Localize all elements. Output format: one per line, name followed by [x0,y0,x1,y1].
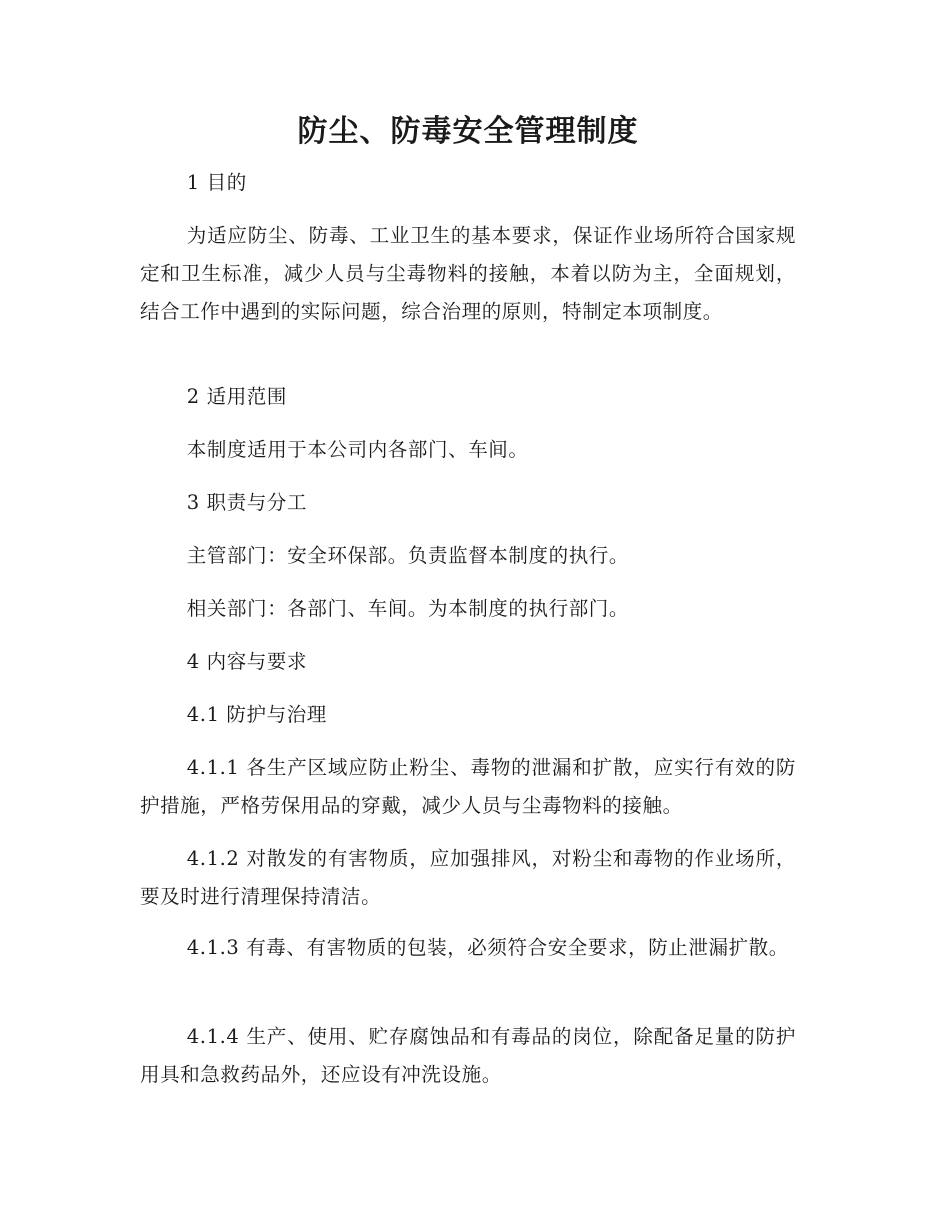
heading-purpose: 1 目的 [186,171,247,194]
heading-scope: 2 适用范围 [186,385,288,408]
paragraph-scope: 本制度适用于本公司内各部门、车间。 [186,438,529,461]
document-title: 防尘、防毒安全管理制度 [297,114,639,149]
heading-responsibilities: 3 职责与分工 [186,491,308,514]
clause-4-1-3: 4.1.3 有毒、有害物质的包装，必须符合安全要求，防止泄漏扩散。 [186,936,789,959]
document-page [140,0,796,1230]
paragraph-purpose: 为适应防尘、防毒、工业卫生的基本要求，保证作业场所符合国家规定和卫生标准，减少人员与尘毒物料的接触，本着以防为主，全面规划，结合工作中遇到的实际问题，综合治理的原则，特制定本项制度。 [140,224,796,323]
heading-content-requirements: 4 内容与要求 [186,650,308,673]
clause-4-1-1: 4.1.1 各生产区域应防止粉尘、毒物的泄漏和扩散，应实行有效的防护措施，严格劳保用品的穿戴，减少人员与尘毒物料的接触。 [140,756,796,817]
heading-protection-treatment: 4.1 防护与治理 [186,703,327,726]
paragraph-related-departments: 相关部门：各部门、车间。为本制度的执行部门。 [186,597,629,620]
clause-4-1-4: 4.1.4 生产、使用、贮存腐蚀品和有毒品的岗位，除配备足量的防护用具和急救药品外，还应设有冲洗设施。 [140,1025,796,1086]
paragraph-main-department: 主管部门：安全环保部。负责监督本制度的执行。 [186,544,629,567]
clause-4-1-2: 4.1.2 对散发的有害物质，应加强排风，对粉尘和毒物的作业场所，要及时进行清理保持清洁。 [140,847,796,908]
